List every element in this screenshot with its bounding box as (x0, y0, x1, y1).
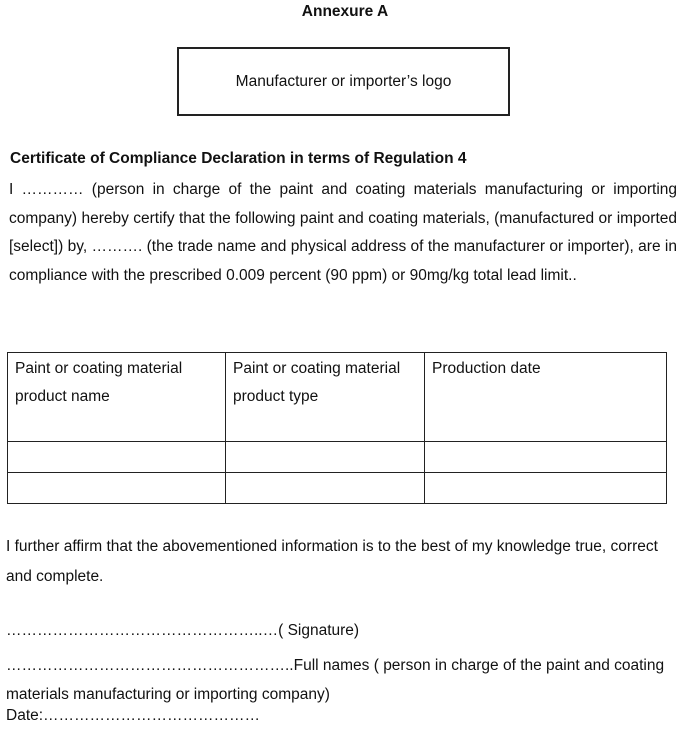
declaration-paragraph: I ………… (person in charge of the paint and coating materials manufacturing or importing company) hereby certify that the following paint and coating materials, (manufactured or imported [select]) by, ………. (the trade name and physical address of the manufacturer or importer), are in compliance with the prescribed 0.009 percent (90 ppm) or 90mg/kg total lead limit.. (9, 181, 677, 284)
table-row (8, 473, 667, 504)
full-names-line: ………………………………………………..Full names ( person in charge of the paint and coating materials manufacturing or importing company) (6, 657, 665, 703)
header-production-date: Production date (425, 353, 667, 442)
table-header-row (8, 353, 667, 442)
table-cell[interactable] (425, 442, 667, 473)
signature-line: …………………………………………..…( Signature) (6, 622, 360, 639)
header-product-type: Paint or coating material product type (226, 353, 425, 442)
table-cell[interactable] (226, 473, 425, 504)
logo-placeholder-box (177, 47, 510, 116)
product-table (7, 352, 667, 504)
table-cell[interactable] (8, 473, 226, 504)
table-cell[interactable] (8, 442, 226, 473)
table-row (8, 442, 667, 473)
affirmation-paragraph: I further affirm that the abovementioned information is to the best of my knowledge true, correct and complete. (6, 538, 658, 585)
table-cell[interactable] (226, 442, 425, 473)
logo-placeholder-text: Manufacturer or importer’s logo (235, 72, 452, 90)
header-product-name: Paint or coating material product name (8, 353, 226, 442)
certificate-title: Certificate of Compliance Declaration in terms of Regulation 4 (10, 150, 467, 167)
table-cell[interactable] (425, 473, 667, 504)
annexure-heading: Annexure A (301, 3, 389, 20)
date-line: Date:…………………………………… (6, 707, 261, 724)
